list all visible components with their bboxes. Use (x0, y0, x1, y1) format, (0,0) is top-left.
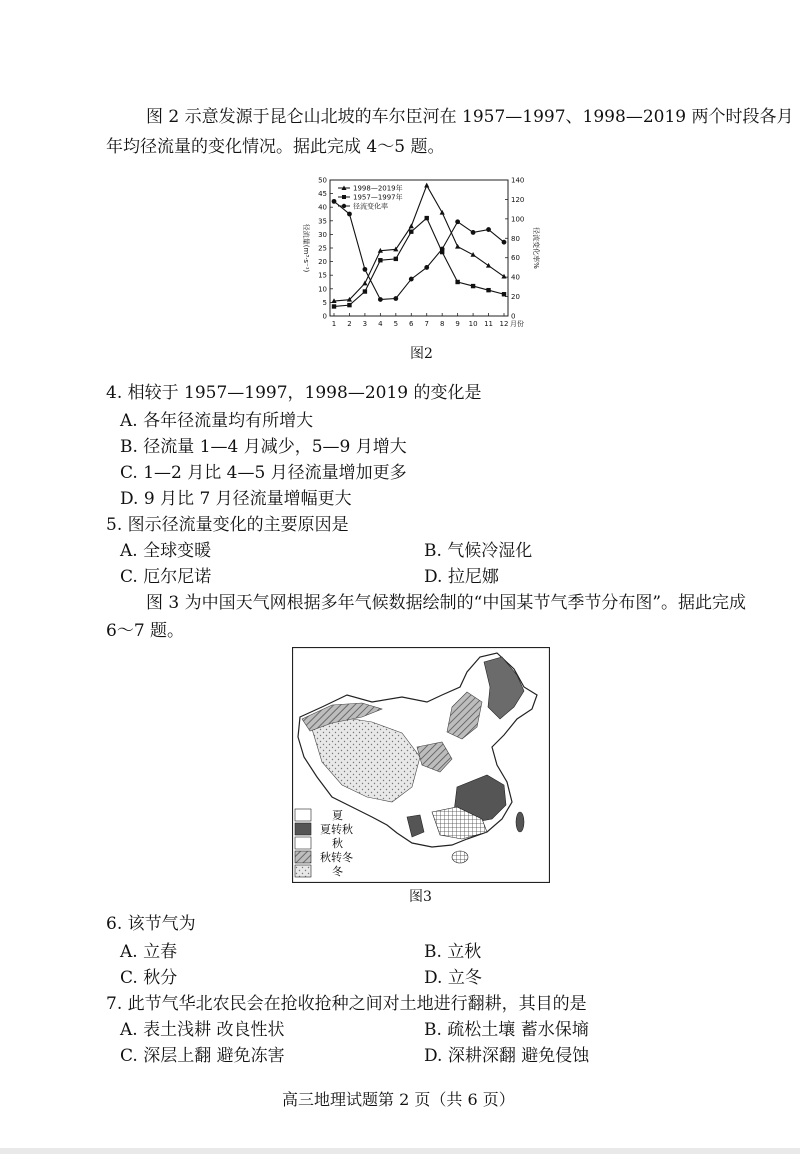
y-right-tick-label: 140 (511, 176, 525, 185)
y-right-tick-label: 80 (511, 234, 520, 243)
q6-stem: 6. 该节气为 (106, 914, 196, 934)
series-point-2 (486, 288, 490, 292)
runoff-chart (294, 170, 544, 340)
series-point-3 (363, 267, 368, 272)
legend-label-summer: 夏 (332, 809, 343, 822)
q5-option-b[interactable]: B. 气候冷湿化 (424, 541, 533, 561)
x-tick-label: 10 (468, 320, 478, 328)
y-right-tick-label: 0 (511, 312, 516, 321)
intro2-line-1: 图 3 为中国天气网根据多年气候数据绘制的“中国某节气季节分布图”。据此完成 (146, 593, 747, 613)
series-point-3 (440, 247, 445, 252)
q4-option-b[interactable]: B. 径流量 1—4 月减少，5—9 月增大 (120, 437, 407, 457)
series-point-2 (471, 284, 475, 288)
x-unit-label: 月份 (510, 320, 524, 328)
series-line-3 (334, 201, 504, 299)
series-point-2 (363, 289, 367, 293)
series-point-2 (502, 292, 506, 296)
q7-option-c[interactable]: C. 深层上翻 避免冻害 (120, 1046, 285, 1066)
series-point-3 (378, 297, 383, 302)
series-point-3 (409, 277, 414, 282)
q5-stem: 5. 图示径流量变化的主要原因是 (106, 515, 349, 535)
intro2-line-2: 6～7 题。 (106, 621, 185, 641)
figure-2-caption: 图2 (410, 346, 433, 362)
series-point-3 (455, 219, 460, 224)
q6-option-d[interactable]: D. 立冬 (424, 968, 482, 988)
series-point-2 (455, 280, 459, 284)
series-point-3 (332, 199, 337, 204)
q6-option-c[interactable]: C. 秋分 (120, 968, 178, 988)
y-left-tick-label: 0 (322, 312, 327, 321)
legend-label-autumn-to-winter: 秋转冬 (320, 851, 353, 864)
x-tick-label: 1 (331, 320, 337, 328)
legend-label-summer-to-autumn: 夏转秋 (320, 823, 353, 836)
page-footer: 高三地理试题第 2 页（共 6 页） (282, 1090, 515, 1109)
y-left-tick-label: 25 (318, 244, 327, 253)
y-right-tick-label: 100 (511, 215, 525, 224)
y-right-tick-label: 40 (511, 273, 520, 282)
intro-line-2: 年均径流量的变化情况。据此完成 4～5 题。 (106, 137, 445, 157)
y-right-axis-label: 径流变化率% (532, 227, 540, 269)
series-point-2 (409, 229, 413, 233)
legend-marker (342, 204, 346, 208)
y-left-tick-label: 40 (318, 203, 327, 212)
q7-option-b[interactable]: B. 疏松土壤 蓄水保墒 (424, 1020, 589, 1040)
legend-label-autumn: 秋 (332, 837, 343, 850)
y-left-tick-label: 30 (318, 230, 327, 239)
y-left-tick-label: 10 (318, 285, 327, 294)
series-point-3 (502, 240, 507, 245)
x-tick-label: 11 (484, 320, 494, 328)
series-point-1 (409, 223, 414, 228)
intro-line-1: 图 2 示意发源于昆仑山北坡的车尔臣河在 1957—1997、1998—2019 两个时段各月 (146, 107, 794, 127)
x-tick-label: 9 (455, 320, 460, 328)
y-right-tick-label: 20 (511, 293, 520, 302)
y-left-tick-label: 50 (318, 176, 327, 185)
legend-marker (342, 195, 346, 199)
x-tick-label: 2 (347, 320, 352, 328)
series-point-3 (347, 212, 352, 217)
series-point-2 (347, 303, 351, 307)
q7-stem: 7. 此节气华北农民会在抢收抢种之间对土地进行翻耕，其目的是 (106, 994, 587, 1014)
q4-option-a[interactable]: A. 各年径流量均有所增大 (120, 411, 314, 431)
series-point-2 (425, 216, 429, 220)
q7-option-a[interactable]: A. 表土浅耕 改良性状 (120, 1020, 285, 1040)
series-point-1 (362, 281, 367, 286)
series-point-3 (424, 265, 429, 270)
q6-option-b[interactable]: B. 立秋 (424, 942, 482, 962)
q5-option-d[interactable]: D. 拉尼娜 (424, 567, 499, 587)
figure-3-caption: 图3 (409, 889, 432, 905)
china-season-map (292, 647, 550, 883)
x-tick-label: 4 (378, 320, 383, 328)
legend-label: 1957—1997年 (353, 193, 403, 202)
x-tick-label: 12 (499, 320, 509, 328)
q6-option-a[interactable]: A. 立春 (120, 942, 178, 962)
legend-label-winter: 冬 (332, 865, 343, 878)
y-left-axis-label: 径流量(m³·s⁻¹) (302, 223, 310, 273)
legend-label: 1998—2019年 (353, 184, 403, 193)
series-point-3 (486, 227, 491, 232)
x-tick-label: 5 (393, 320, 399, 328)
q4-stem: 4. 相较于 1957—1997，1998—2019 的变化是 (106, 383, 482, 403)
y-right-tick-label: 60 (511, 254, 520, 263)
x-tick-label: 8 (439, 320, 445, 328)
y-left-tick-label: 35 (318, 217, 327, 226)
series-point-3 (393, 296, 398, 301)
y-left-tick-label: 15 (318, 271, 327, 280)
scan-edge (0, 1148, 800, 1154)
x-tick-label: 6 (409, 320, 414, 328)
q7-option-d[interactable]: D. 深耕深翻 避免侵蚀 (424, 1046, 590, 1066)
x-tick-label: 7 (424, 320, 429, 328)
q4-option-c[interactable]: C. 1—2 月比 4—5 月径流量增加更多 (120, 463, 407, 483)
y-left-tick-label: 5 (322, 298, 327, 307)
y-left-tick-label: 20 (318, 258, 327, 267)
series-point-1 (440, 210, 445, 215)
series-point-2 (332, 304, 336, 308)
q5-option-a[interactable]: A. 全球变暖 (120, 541, 212, 561)
series-point-3 (471, 230, 476, 235)
series-point-1 (486, 263, 491, 268)
series-point-2 (378, 258, 382, 262)
y-left-tick-label: 45 (318, 190, 327, 199)
q5-option-c[interactable]: C. 厄尔尼诺 (120, 567, 212, 587)
legend-label: 径流变化率 (353, 202, 388, 211)
series-point-1 (424, 183, 429, 188)
series-point-1 (501, 274, 506, 279)
series-point-2 (394, 257, 398, 261)
y-right-tick-label: 120 (511, 195, 525, 204)
x-tick-label: 3 (362, 320, 368, 328)
q4-option-d[interactable]: D. 9 月比 7 月径流量增幅更大 (120, 489, 352, 509)
series-point-1 (455, 244, 460, 249)
